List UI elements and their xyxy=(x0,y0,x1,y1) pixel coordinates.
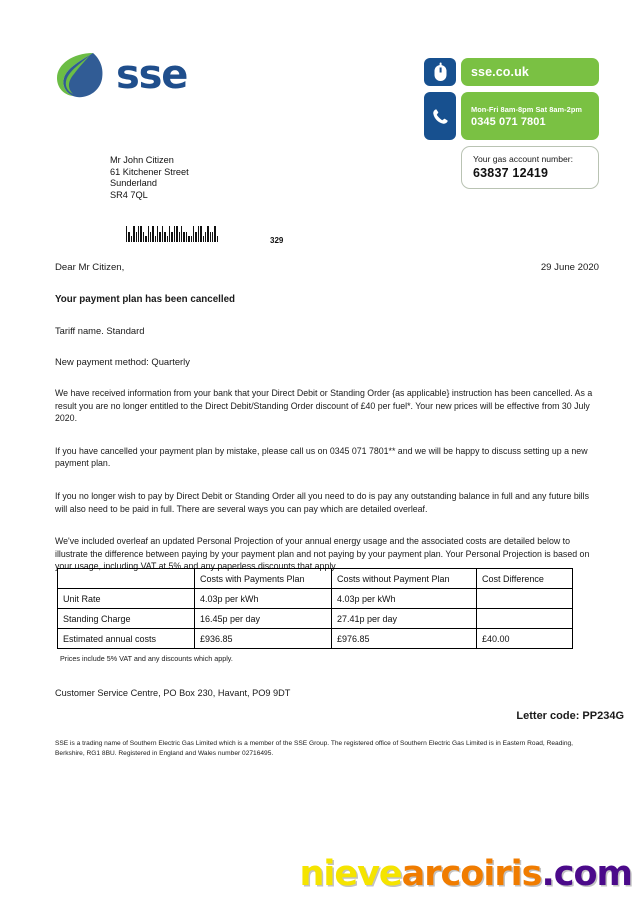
barcode-bar xyxy=(210,232,211,242)
opening-hours-label: Mon-Fri 8am-8pm Sat 8am-2pm xyxy=(471,104,583,114)
barcode-bar xyxy=(188,236,189,242)
letter-date: 29 June 2020 xyxy=(540,262,599,273)
cell-difference: £40.00 xyxy=(477,629,573,649)
barcode-bar xyxy=(207,226,208,242)
watermark-part-1: nieve xyxy=(299,854,402,894)
table-row xyxy=(58,629,573,649)
barcode-bar xyxy=(169,226,170,242)
salutation-row xyxy=(55,262,599,273)
watermark-part-2: arcoiris xyxy=(401,854,542,894)
barcode-bar xyxy=(212,232,213,242)
barcode-bar xyxy=(174,226,175,242)
address-line: SR4 7QL xyxy=(110,189,148,200)
table-row xyxy=(58,589,573,609)
barcode-bar xyxy=(133,226,134,242)
barcode-bar xyxy=(126,226,127,242)
barcode-number: 329 xyxy=(270,236,284,245)
letter-header xyxy=(0,0,644,200)
computer-mouse-icon xyxy=(424,58,456,86)
payment-method-line: New payment method: Quarterly xyxy=(55,356,190,367)
watermark xyxy=(299,854,632,894)
cell-difference xyxy=(477,589,573,609)
tariff-name-line: Tariff name. Standard xyxy=(55,325,145,336)
table-footnote: Prices include 5% VAT and any discounts which apply. xyxy=(60,654,233,663)
body-paragraph: If you no longer wish to pay by Direct Debit or Standing Order all you need to do is pay any outstanding balance in full and any future bills will also need to be paid in full. There are several ways you can pay which are detailed overleaf. xyxy=(55,490,589,514)
phone-box[interactable] xyxy=(461,92,599,140)
barcode-bar xyxy=(167,236,168,242)
account-number-box xyxy=(461,146,599,189)
watermark-part-3: .com xyxy=(541,854,632,894)
barcode-bar xyxy=(179,232,180,242)
row-label: Standing Charge xyxy=(58,609,195,629)
barcode-bar xyxy=(176,226,177,242)
barcode-bar xyxy=(181,226,182,242)
cell-without-plan: 4.03p per kWh xyxy=(332,589,477,609)
costs-table xyxy=(57,568,573,649)
address-line: Mr John Citizen xyxy=(110,155,174,165)
barcode-bar xyxy=(150,232,151,242)
cell-with-plan: £936.85 xyxy=(195,629,332,649)
postal-barcode-icon xyxy=(126,222,274,242)
telephone-handset-icon xyxy=(424,92,456,140)
barcode-bar xyxy=(155,236,156,242)
account-number-value: 63837 12419 xyxy=(473,166,549,180)
barcode-bar xyxy=(195,232,196,242)
barcode-bar xyxy=(152,226,153,242)
barcode-bar xyxy=(143,232,144,242)
website-row[interactable] xyxy=(424,58,599,86)
barcode-bar xyxy=(200,226,201,242)
column-header-difference: Cost Difference xyxy=(477,569,573,589)
website-box[interactable] xyxy=(461,58,599,86)
barcode-bar xyxy=(171,232,172,242)
contact-panel xyxy=(424,58,599,189)
address-line: 61 Kitchener Street xyxy=(110,166,189,177)
sse-logo xyxy=(53,48,187,102)
barcode-bar xyxy=(136,232,137,242)
barcode-bar xyxy=(217,236,218,242)
column-header-with-plan: Costs with Payments Plan xyxy=(195,569,332,589)
barcode-bar xyxy=(198,226,199,242)
website-label: sse.co.uk xyxy=(471,65,529,79)
body-paragraph: If you have cancelled your payment plan by mistake, please call us on 0345 071 7801** and we will be happy to discuss setting up a new payment plan. xyxy=(55,445,588,469)
barcode-bar xyxy=(203,236,204,242)
customer-service-address: Customer Service Centre, PO Box 230, Havant, PO9 9DT xyxy=(55,688,291,698)
column-header-blank xyxy=(58,569,195,589)
legal-disclaimer: SSE is a trading name of Southern Electric Gas Limited which is a member of the SSE Group. The registered office of Southern Electric Gas Limited is in Eastern Road, Reading, Berkshire, RG1 8BU. Registered in England and Wales number 02716495. xyxy=(55,740,573,757)
table-row xyxy=(58,609,573,629)
address-line: Sunderland xyxy=(110,178,157,189)
barcode-bar xyxy=(214,226,215,242)
letter-footer xyxy=(55,688,624,758)
account-number-caption: Your gas account number: xyxy=(473,154,574,164)
barcode-bar xyxy=(205,232,206,242)
barcode-bar xyxy=(145,236,146,242)
barcode-bar xyxy=(159,232,160,242)
costs-table-wrapper xyxy=(57,568,572,663)
barcode-bar xyxy=(183,232,184,242)
phone-number-label: 0345 071 7801 xyxy=(471,115,546,128)
cell-without-plan: 27.41p per day xyxy=(332,609,477,629)
barcode-bar xyxy=(148,226,149,242)
barcode-bar xyxy=(193,226,194,242)
barcode-bar xyxy=(138,226,139,242)
cell-without-plan: £976.85 xyxy=(332,629,477,649)
sse-wordmark: sse xyxy=(116,52,188,98)
salutation: Dear Mr Citizen, xyxy=(55,262,125,273)
column-header-without-plan: Costs without Payment Plan xyxy=(332,569,477,589)
barcode-bar xyxy=(157,226,158,242)
barcode-bar xyxy=(191,236,192,242)
cell-with-plan: 4.03p per kWh xyxy=(195,589,332,609)
row-label: Unit Rate xyxy=(58,589,195,609)
body-paragraph: We've included overleaf an updated Personal Projection of your annual energy usage and the associated costs are detailed below to illustrate the difference between paying by your payment plan and not paying by your payment plan. Your Personal Projection is based on your usage, including VAT at 5% and any paperless discounts that apply. xyxy=(55,536,590,572)
body-paragraph: We have received information from your bank that your Direct Debit or Standing Order {as applicable} instruction has been cancelled. As a result you are no longer entitled to the Direct Debit/Standing Order discount of £40 per fuel*. Your new prices will be effective from 30 July 2020. xyxy=(55,388,593,424)
barcode-bar xyxy=(164,232,165,242)
barcode-bar xyxy=(128,232,129,242)
row-label: Estimated annual costs xyxy=(58,629,195,649)
barcode-bar xyxy=(131,236,132,242)
barcode-bar xyxy=(162,226,163,242)
phone-row[interactable] xyxy=(424,92,599,140)
cell-with-plan: 16.45p per day xyxy=(195,609,332,629)
barcode-bar xyxy=(186,232,187,242)
letter-code: Letter code: PP234G xyxy=(516,710,624,722)
recipient-address xyxy=(110,155,189,201)
sse-leaf-logo-icon xyxy=(53,48,107,102)
letter-body xyxy=(55,262,599,573)
cell-difference xyxy=(477,609,573,629)
table-header-row xyxy=(58,569,573,589)
page-title: Your payment plan has been cancelled xyxy=(55,294,236,305)
barcode-bar xyxy=(140,226,141,242)
